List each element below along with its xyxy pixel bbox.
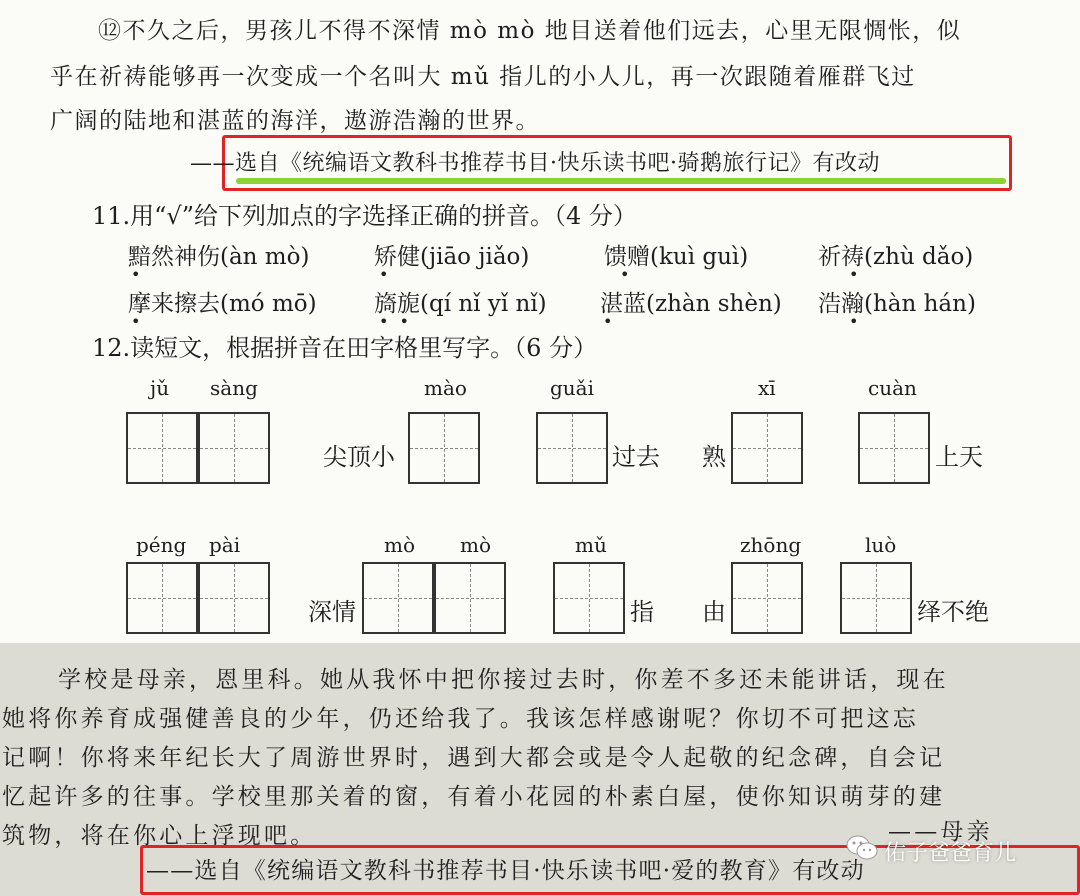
q11-item-pinyin: (jiāo jiǎo)	[420, 244, 530, 270]
q11-item-7	[600, 285, 782, 318]
pinyin-label: jǔ	[150, 376, 170, 400]
bottom-passage-line-4: 忆起许多的往事。学校里那关着的窗，有着小花园的朴素白屋，使你知识萌芽的建	[2, 784, 946, 810]
pinyin-label: zhōng	[740, 533, 802, 557]
fill-context-text: 深情	[308, 598, 356, 626]
emphasis-dot: •	[131, 312, 152, 331]
question-11-title: 11.用“√”给下列加点的字选择正确的拼音。（4 分）	[92, 202, 637, 230]
fill-context-text: 绎不绝	[917, 598, 989, 626]
q11-item-word: 馈赠	[604, 244, 650, 270]
passage-line-1: ⑫不久之后，男孩儿不得不深情 mò mò 地目送着他们远去，心里无限惆怅，似	[98, 18, 962, 44]
q11-item-word: 旖旎	[374, 291, 420, 317]
tian-grid-box[interactable]	[840, 562, 912, 634]
pinyin-label: cuàn	[868, 376, 917, 400]
pinyin-label: pài	[209, 533, 241, 557]
emphasis-dot: ••	[379, 312, 420, 331]
tian-grid-box[interactable]	[126, 562, 198, 634]
bottom-passage-line-2: 她将你养育成强健善良的少年，仍还给我了。我该怎样感谢呢？你切不可把这忘	[2, 706, 919, 732]
q11-item-pinyin: (mó mō)	[220, 291, 317, 317]
bottom-attribution: ——母亲	[888, 819, 993, 845]
source-citation: ——选自《统编语文教科书推荐书目·快乐读书吧·骑鹅旅行记》有改动	[190, 151, 880, 176]
q11-item-pinyin: (kuì guì)	[650, 244, 749, 270]
emphasis-dot: •	[131, 265, 152, 284]
passage-line-3: 广阔的陆地和湛蓝的海洋，遨游浩瀚的世界。	[50, 108, 540, 134]
pinyin-label: luò	[865, 533, 897, 557]
wechat-icon	[846, 835, 878, 861]
pinyin-label: mò	[460, 533, 492, 557]
tian-grid-box[interactable]	[408, 412, 480, 484]
passage-bottom-section	[0, 643, 1080, 896]
passage-line-2: 乎在祈祷能够再一次变成一个名叫大 mǔ 指儿的小人儿，再一次跟随着雁群飞过	[50, 64, 916, 90]
pinyin-label: sàng	[210, 376, 258, 400]
pinyin-label: guǎi	[550, 376, 595, 400]
q11-item-word: 摩来擦去	[128, 291, 220, 317]
fill-context-text: 过去	[612, 443, 660, 471]
emphasis-dot: •	[849, 312, 870, 331]
q11-item-pinyin: (àn mò)	[220, 244, 310, 270]
fill-context-text: 熟	[702, 443, 726, 471]
tian-grid-box[interactable]	[731, 562, 803, 634]
q11-item-word: 祈祷	[818, 244, 864, 270]
tian-grid-box[interactable]	[731, 412, 803, 484]
pinyin-label: mǔ	[575, 533, 607, 557]
pinyin-label: xī	[758, 376, 776, 400]
tian-grid-box[interactable]	[434, 562, 506, 634]
pinyin-label: mào	[424, 376, 467, 400]
tian-grid-box[interactable]	[362, 562, 434, 634]
fill-context-text: 由	[702, 598, 726, 626]
tian-grid-box[interactable]	[553, 562, 625, 634]
tian-grid-box[interactable]	[858, 412, 930, 484]
fill-context-text: 上天	[935, 443, 983, 471]
q11-item-8	[818, 285, 976, 318]
q11-item-word: 湛蓝	[600, 291, 646, 317]
q11-item-pinyin: (zhàn shèn)	[646, 291, 782, 317]
tian-grid-box[interactable]	[536, 412, 608, 484]
emphasis-dot: •	[849, 265, 870, 284]
q11-item-word: 浩瀚	[818, 291, 864, 317]
tian-grid-box[interactable]	[126, 412, 198, 484]
emphasis-dot: •	[620, 265, 641, 284]
pinyin-label: mò	[384, 533, 416, 557]
q11-item-word: 黯然神伤	[128, 244, 220, 270]
watermark-text: 佑子爸爸育儿	[884, 841, 1017, 866]
tian-grid-box[interactable]	[198, 412, 270, 484]
q11-item-pinyin: (hàn hán)	[864, 291, 976, 317]
emphasis-dot: •	[379, 265, 400, 284]
q11-item-5	[128, 285, 317, 318]
q11-item-pinyin: (qí nǐ yǐ nǐ)	[420, 291, 547, 317]
tian-grid-box[interactable]	[198, 562, 270, 634]
q11-item-word: 矫健	[374, 244, 420, 270]
bottom-passage-line-3: 记啊！你将来年纪长大了周游世界时，遇到大都会或是令人起敬的纪念碑，自会记	[2, 745, 946, 771]
question-12-title: 12.读短文，根据拼音在田字格里写字。（6 分）	[92, 334, 598, 362]
bottom-passage-line-1: 学校是母亲，恩里科。她从我怀中把你接过去时，你差不多还未能讲话，现在	[58, 667, 949, 693]
fill-context-text: 指	[630, 598, 654, 626]
q11-item-1	[128, 238, 309, 271]
pinyin-label: péng	[136, 533, 187, 557]
bottom-source-citation: ——选自《统编语文教科书推荐书目·快乐读书吧·爱的教育》有改动	[146, 858, 865, 884]
q11-item-pinyin: (zhù dǎo)	[864, 244, 974, 270]
emphasis-dot: •	[603, 312, 624, 331]
fill-context-text: 尖顶小	[323, 443, 395, 471]
bottom-passage-line-5: 筑物，将在你心上浮现吧。	[2, 823, 317, 849]
q11-item-4	[818, 238, 973, 271]
